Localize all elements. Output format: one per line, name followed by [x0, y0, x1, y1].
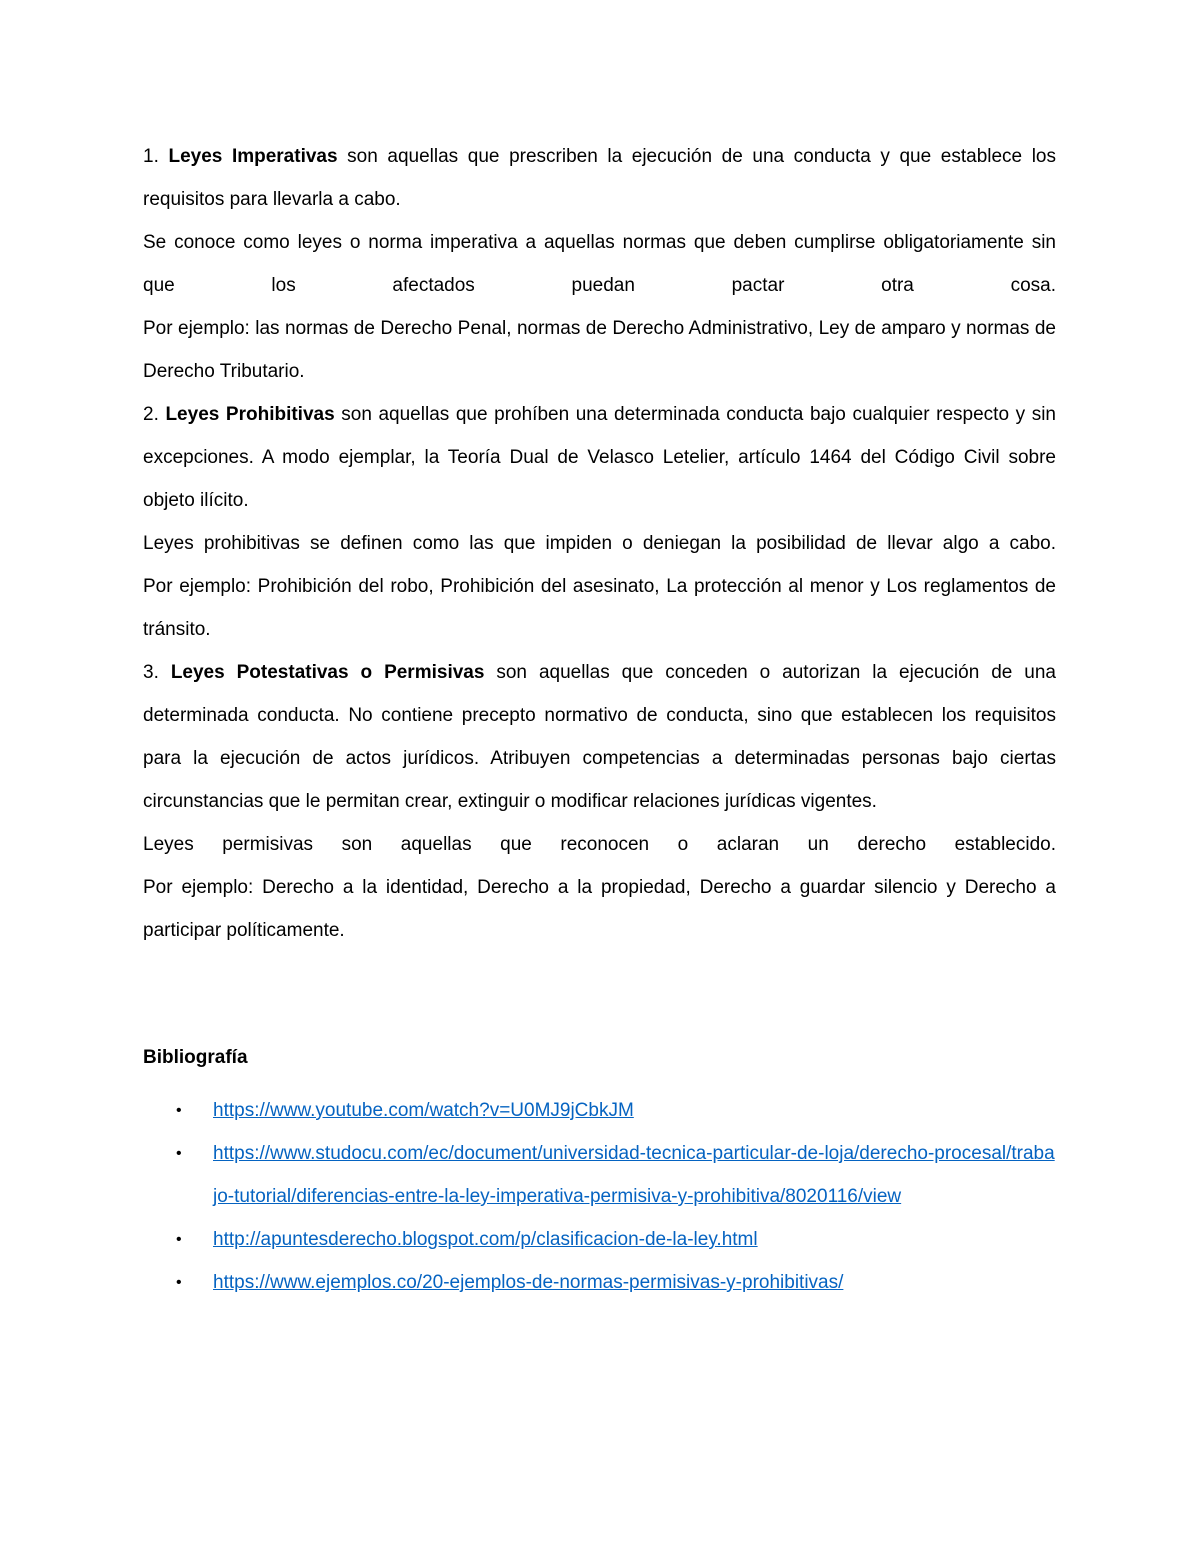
section-3-example: Por ejemplo: Derecho a la identidad, Derecho a la propiedad, Derecho a guardar silencio y Derecho a participar políticamente.	[143, 877, 1056, 941]
section-3-definition-text: son aquellas que conceden o autorizan la ejecución de una determinada conducta. No contiene precepto normativo de conducta, sino que establecen los requisitos para la ejecución de actos jurídicos. Atribuyen competencias a determinadas personas bajo ciertas circunstancias que le permitan crear, extinguir o modificar relaciones jurídicas vigentes.	[143, 662, 1057, 812]
bibliography-item	[143, 1089, 1056, 1132]
bibliography-link[interactable]: https://www.ejemplos.co/20-ejemplos-de-normas-permisivas-y-prohibitivas/	[213, 1272, 844, 1293]
section-3-explanation: Leyes permisivas son aquellas que reconocen o aclaran un derecho establecido.	[143, 834, 1056, 855]
bullet-icon: •	[176, 1145, 182, 1162]
document-page	[143, 135, 1056, 1304]
bibliography-link[interactable]: http://apuntesderecho.blogspot.com/p/clasificacion-de-la-ley.html	[213, 1229, 758, 1250]
bullet-icon: •	[176, 1274, 182, 1291]
section-3-term: Leyes Potestativas o Permisivas	[170, 662, 485, 683]
bibliography-item	[143, 1132, 1056, 1218]
bibliography-item	[143, 1218, 1056, 1261]
section-3-definition	[143, 651, 1056, 823]
section-2-term: Leyes Prohibitivas	[165, 404, 335, 425]
bullet-icon: •	[176, 1231, 182, 1248]
section-2-explanation: Leyes prohibitivas se definen como las que impiden o deniegan la posibilidad de llevar algo a cabo.	[143, 533, 1056, 554]
section-2-example: Por ejemplo: Prohibición del robo, Prohibición del asesinato, La protección al menor y Los reglamentos de tránsito.	[143, 576, 1056, 640]
section-2-number: 2.	[143, 404, 159, 425]
bibliography-title: Bibliografía	[143, 1047, 248, 1068]
bibliography-link[interactable]: https://www.studocu.com/ec/document/universidad-tecnica-particular-de-loja/derecho-procesal/trabajo-tutorial/diferencias-entre-la-ley-imperativa-permisiva-y-prohibitiva/8020116/view	[213, 1143, 1055, 1207]
section-1-explanation: Se conoce como leyes o norma imperativa a aquellas normas que deben cumplirse obligatoriamente sin que los afectados puedan pactar otra cosa.	[143, 232, 1056, 296]
section-1-number: 1.	[143, 146, 159, 167]
section-1-definition	[143, 135, 1056, 221]
section-2-definition-text: son aquellas que prohíben una determinada conducta bajo cualquier respecto y sin excepciones. A modo ejemplar, la Teoría Dual de Velasco Letelier, artículo 1464 del Código Civil sobre objeto ilícito.	[143, 404, 1056, 511]
bibliography-item	[143, 1261, 1056, 1304]
section-1-example: Por ejemplo: las normas de Derecho Penal, normas de Derecho Administrativo, Ley de amparo y normas de Derecho Tributario.	[143, 318, 1056, 382]
bibliography-list	[143, 1089, 1056, 1304]
section-1-definition-text: son aquellas que prescriben la ejecución de una conducta y que establece los requisitos para llevarla a cabo.	[143, 146, 1057, 210]
section-3-number: 3.	[143, 662, 159, 683]
section-2-definition	[143, 393, 1056, 522]
bullet-icon: •	[176, 1102, 182, 1119]
bibliography-link[interactable]: https://www.youtube.com/watch?v=U0MJ9jCbkJM	[213, 1100, 634, 1121]
section-1-term: Leyes Imperativas	[168, 146, 338, 167]
